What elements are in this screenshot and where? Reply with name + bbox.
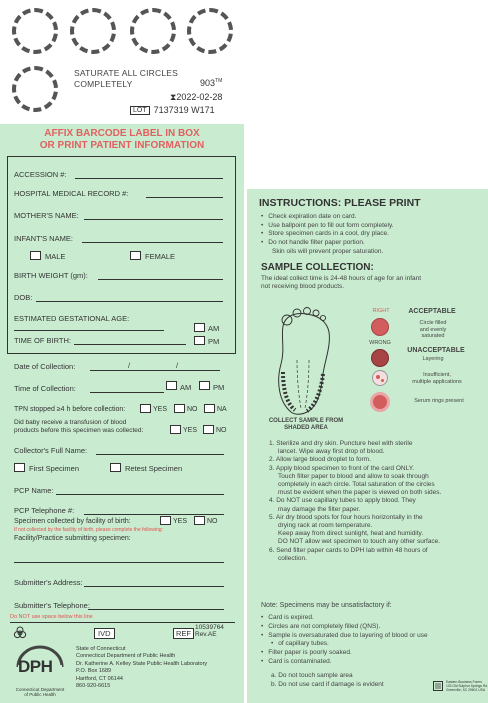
collection-am-checkbox[interactable]: [166, 381, 177, 390]
time-of-collection-field[interactable]: [90, 392, 164, 393]
instruction-item: • Do not handle filter paper portion.: [261, 239, 394, 248]
ref-label: REF: [173, 628, 194, 639]
filter-circle-2: [70, 8, 116, 54]
facility-no-label: NO: [207, 518, 218, 525]
pm-checkbox[interactable]: [194, 336, 205, 345]
unsatisfactory-item: • Card is expired.: [261, 614, 428, 623]
submitters-address-field[interactable]: [84, 586, 224, 587]
manufacturer-mark: [433, 680, 488, 693]
insufficient-drop-1: [376, 375, 380, 379]
unsatisfactory-item: • of capillary tubes.: [261, 640, 428, 649]
female-checkbox[interactable]: [130, 251, 141, 260]
time-of-collection-label: Time of Collection:: [14, 384, 76, 393]
filter-circle-5: [12, 66, 58, 112]
mothers-name-label: MOTHER'S NAME:: [14, 211, 79, 220]
collection-steps: 1. Sterilize and dry skin. Puncture heel with sterile lancet. Wipe away first drop of blood. 2. Allow large blood droplet to form. 3. Apply blood specimen to front of the card ONLY. Touch filter paper to blood and allow to soak through completely in each circle. Total saturation of the circles must be evident when the paper is viewed on both sides. 4. Do NOT use capillary tubes to apply blood. They may damage the filter paper. 5. Air dry blood spots for four hours horizontally in the drying rack at room temperature. Keep away from direct sunlight, heat and humidity. DO NOT allow wet specimen to touch any other surface. 6. Send filter paper cards to DPH lab within 48 hours of collection.: [269, 440, 442, 562]
gestational-age-field[interactable]: [14, 330, 164, 331]
manufacturer-text: Eastern Business Forms 103 Old Sulphur Springs Rd. Greenville, SC 29601 USA: [446, 680, 488, 693]
specimen-card-back: [247, 0, 488, 703]
unacceptable-heading: UNACCEPTABLE: [407, 347, 465, 354]
dob-field[interactable]: [36, 301, 223, 302]
facility-yes-label: YES: [173, 518, 188, 525]
instructions-list: [261, 213, 394, 247]
submitters-telephone-field[interactable]: [88, 609, 224, 610]
pcp-name-label: PCP Name:: [14, 486, 54, 495]
facility-note: If not collected by the facility of birth, please complete the following:: [14, 527, 163, 533]
acceptable-description: Circle filled and evenly saturated: [419, 320, 447, 339]
pcp-telephone-field[interactable]: [84, 514, 224, 515]
manufacturer-logo-icon: [433, 681, 443, 691]
unsatisfactory-item: • Circles are not completely filled (QNS).: [261, 623, 428, 632]
acceptable-heading: ACCEPTABLE: [408, 308, 456, 315]
time-of-birth-label: TIME OF BIRTH:: [14, 336, 71, 345]
filter-circle-3: [130, 8, 176, 54]
serum-ring-sample-dot: [370, 392, 390, 412]
tpn-stopped-label: TPN stopped ≥4 h before collection:: [14, 406, 126, 413]
gestational-age-label: ESTIMATED GESTATIONAL AGE:: [14, 314, 130, 323]
facility-submitting-label: Facility/Practice submitting specimen:: [14, 535, 131, 542]
dph-logo: [12, 645, 68, 687]
saturate-instruction: SATURATE ALL CIRCLES COMPLETELY: [74, 68, 178, 89]
facility-of-birth-label: Specimen collected by facility of birth:: [14, 518, 131, 525]
infants-name-label: INFANT'S NAME:: [14, 234, 73, 243]
tpn-yes-label: YES: [153, 406, 168, 413]
do-not-use-notice: Do NOT use space below this line: [10, 614, 93, 620]
wrong-label: WRONG: [369, 340, 391, 346]
retest-specimen-label: Retest Specimen: [125, 464, 183, 473]
contamination-subitems: a. Do not touch sample area b. Do not use card if damage is evident: [271, 672, 384, 688]
submitters-telephone-label: Submitter's Telephone:: [14, 601, 90, 610]
unsatisfactory-item: • Sample is oversaturated due to layering of blood or use: [261, 632, 428, 641]
transfusion-yes-checkbox[interactable]: [170, 425, 181, 434]
ivd-label: IVD: [94, 628, 115, 639]
instruction-item: • Store specimen cards in a cool, dry place.: [261, 230, 394, 239]
unsatisfactory-item: • Filter paper is poorly soaked.: [261, 649, 428, 658]
insufficient-label: Insufficient, multiple applications: [412, 372, 462, 385]
collectors-name-field[interactable]: [96, 454, 224, 455]
transfusion-no-checkbox[interactable]: [203, 425, 214, 434]
collect-sample-caption: COLLECT SAMPLE FROM SHADED AREA: [268, 418, 344, 431]
hospital-record-label: HOSPITAL MEDICAL RECORD #:: [14, 189, 129, 198]
pcp-name-field[interactable]: [56, 494, 224, 495]
mothers-name-field[interactable]: [84, 219, 223, 220]
insufficient-sample-dot: [372, 370, 388, 386]
unsatisfactory-item: • Card is contaminated.: [261, 658, 428, 667]
tpn-na-checkbox[interactable]: [204, 404, 215, 413]
facility-yes-checkbox[interactable]: [160, 516, 171, 525]
filter-circle-1: [12, 8, 58, 54]
biohazard-icon: [13, 626, 27, 640]
do-not-use-divider: [10, 622, 235, 623]
transfusion-yes-label: YES: [183, 427, 198, 434]
lot-number: LOT 7137319 W171: [130, 105, 215, 115]
instructions-title: INSTRUCTIONS: PLEASE PRINT: [259, 197, 421, 209]
transfusion-label: Did baby receive a transfusion of blood products before this specimen was collected:: [14, 419, 144, 434]
male-label: MALE: [45, 252, 66, 261]
acceptable-sample-dot: [371, 318, 389, 336]
am-checkbox[interactable]: [194, 323, 205, 332]
lab-address: State of Connecticut Connecticut Department of Public Health Dr. Katherine A. Kelley State Public Health Laboratory P.O. Box 1689 Hartford, CT 06144 860-920-6615: [76, 646, 208, 690]
tpn-na-label: NA: [217, 406, 227, 413]
unsatisfactory-note: Note: Specimens may be unsatisfactory if:: [261, 602, 392, 609]
heel-puncture-diagram: [261, 302, 351, 417]
affix-barcode-heading: AFFIX BARCODE LABEL IN BOX OR PRINT PATIENT INFORMATION: [39, 128, 205, 151]
tpn-yes-checkbox[interactable]: [140, 404, 151, 413]
accession-label: ACCESSION #:: [14, 170, 67, 179]
dph-caption: Connecticut Department of Public Health: [15, 687, 65, 697]
sample-collection-title: SAMPLE COLLECTION:: [261, 262, 374, 273]
pcp-telephone-label: PCP Telephone #:: [14, 506, 75, 515]
unsatisfactory-list: [261, 614, 428, 667]
submitters-address-label: Submitter's Address:: [14, 578, 83, 587]
time-of-birth-field[interactable]: [74, 344, 186, 345]
date-separator-1: /: [128, 361, 131, 370]
hourglass-icon: ⧗: [170, 92, 177, 102]
retest-specimen-checkbox[interactable]: [110, 463, 121, 472]
instruction-item: • Check expiration date on card.: [261, 213, 394, 222]
date-of-collection-label: Date of Collection:: [14, 362, 76, 371]
dph-logo-text: DPH: [18, 657, 53, 676]
date-separator-2: /: [176, 361, 179, 370]
collection-pm-label: PM: [213, 383, 225, 392]
layering-label: Layering: [422, 356, 444, 362]
expiration-date: ⧗2022-02-28: [170, 92, 223, 102]
female-label: FEMALE: [145, 252, 176, 261]
first-specimen-label: First Specimen: [29, 464, 80, 473]
instruction-continuation: Skin oils will prevent proper saturation.: [272, 248, 384, 255]
insufficient-drop-2: [381, 379, 384, 382]
layering-sample-dot: [371, 349, 389, 367]
right-label: RIGHT: [372, 308, 390, 314]
instruction-item: • Use ballpoint pen to fill out form completely.: [261, 222, 394, 231]
male-checkbox[interactable]: [30, 251, 41, 260]
tpn-no-label: NO: [187, 406, 198, 413]
collection-pm-checkbox[interactable]: [199, 381, 210, 390]
first-specimen-checkbox[interactable]: [14, 463, 25, 472]
hospital-record-field[interactable]: [146, 197, 223, 198]
facility-submitting-field[interactable]: [14, 562, 224, 563]
transfusion-no-label: NO: [216, 427, 227, 434]
collection-am-label: AM: [180, 383, 192, 392]
dob-label: DOB:: [14, 293, 33, 302]
tpn-no-checkbox[interactable]: [174, 404, 185, 413]
date-of-collection-field[interactable]: [90, 370, 220, 371]
infants-name-field[interactable]: [82, 242, 223, 243]
collectors-name-label: Collector's Full Name:: [14, 446, 88, 455]
filter-circle-4: [187, 8, 233, 54]
pm-label: PM: [208, 337, 220, 346]
facility-no-checkbox[interactable]: [194, 516, 205, 525]
birth-weight-label: BIRTH WEIGHT (gm):: [14, 271, 88, 280]
sample-collection-intro: The ideal collect time is 24-48 hours of age for an infant not receiving blood products.: [261, 275, 422, 291]
am-label: AM: [208, 324, 220, 333]
birth-weight-field[interactable]: [98, 279, 223, 280]
ref-number: 10539764 Rev.AE: [195, 624, 224, 638]
accession-field[interactable]: [75, 178, 223, 179]
card-model: 903™: [200, 78, 223, 88]
serum-rings-label: Serum rings present: [414, 398, 464, 404]
